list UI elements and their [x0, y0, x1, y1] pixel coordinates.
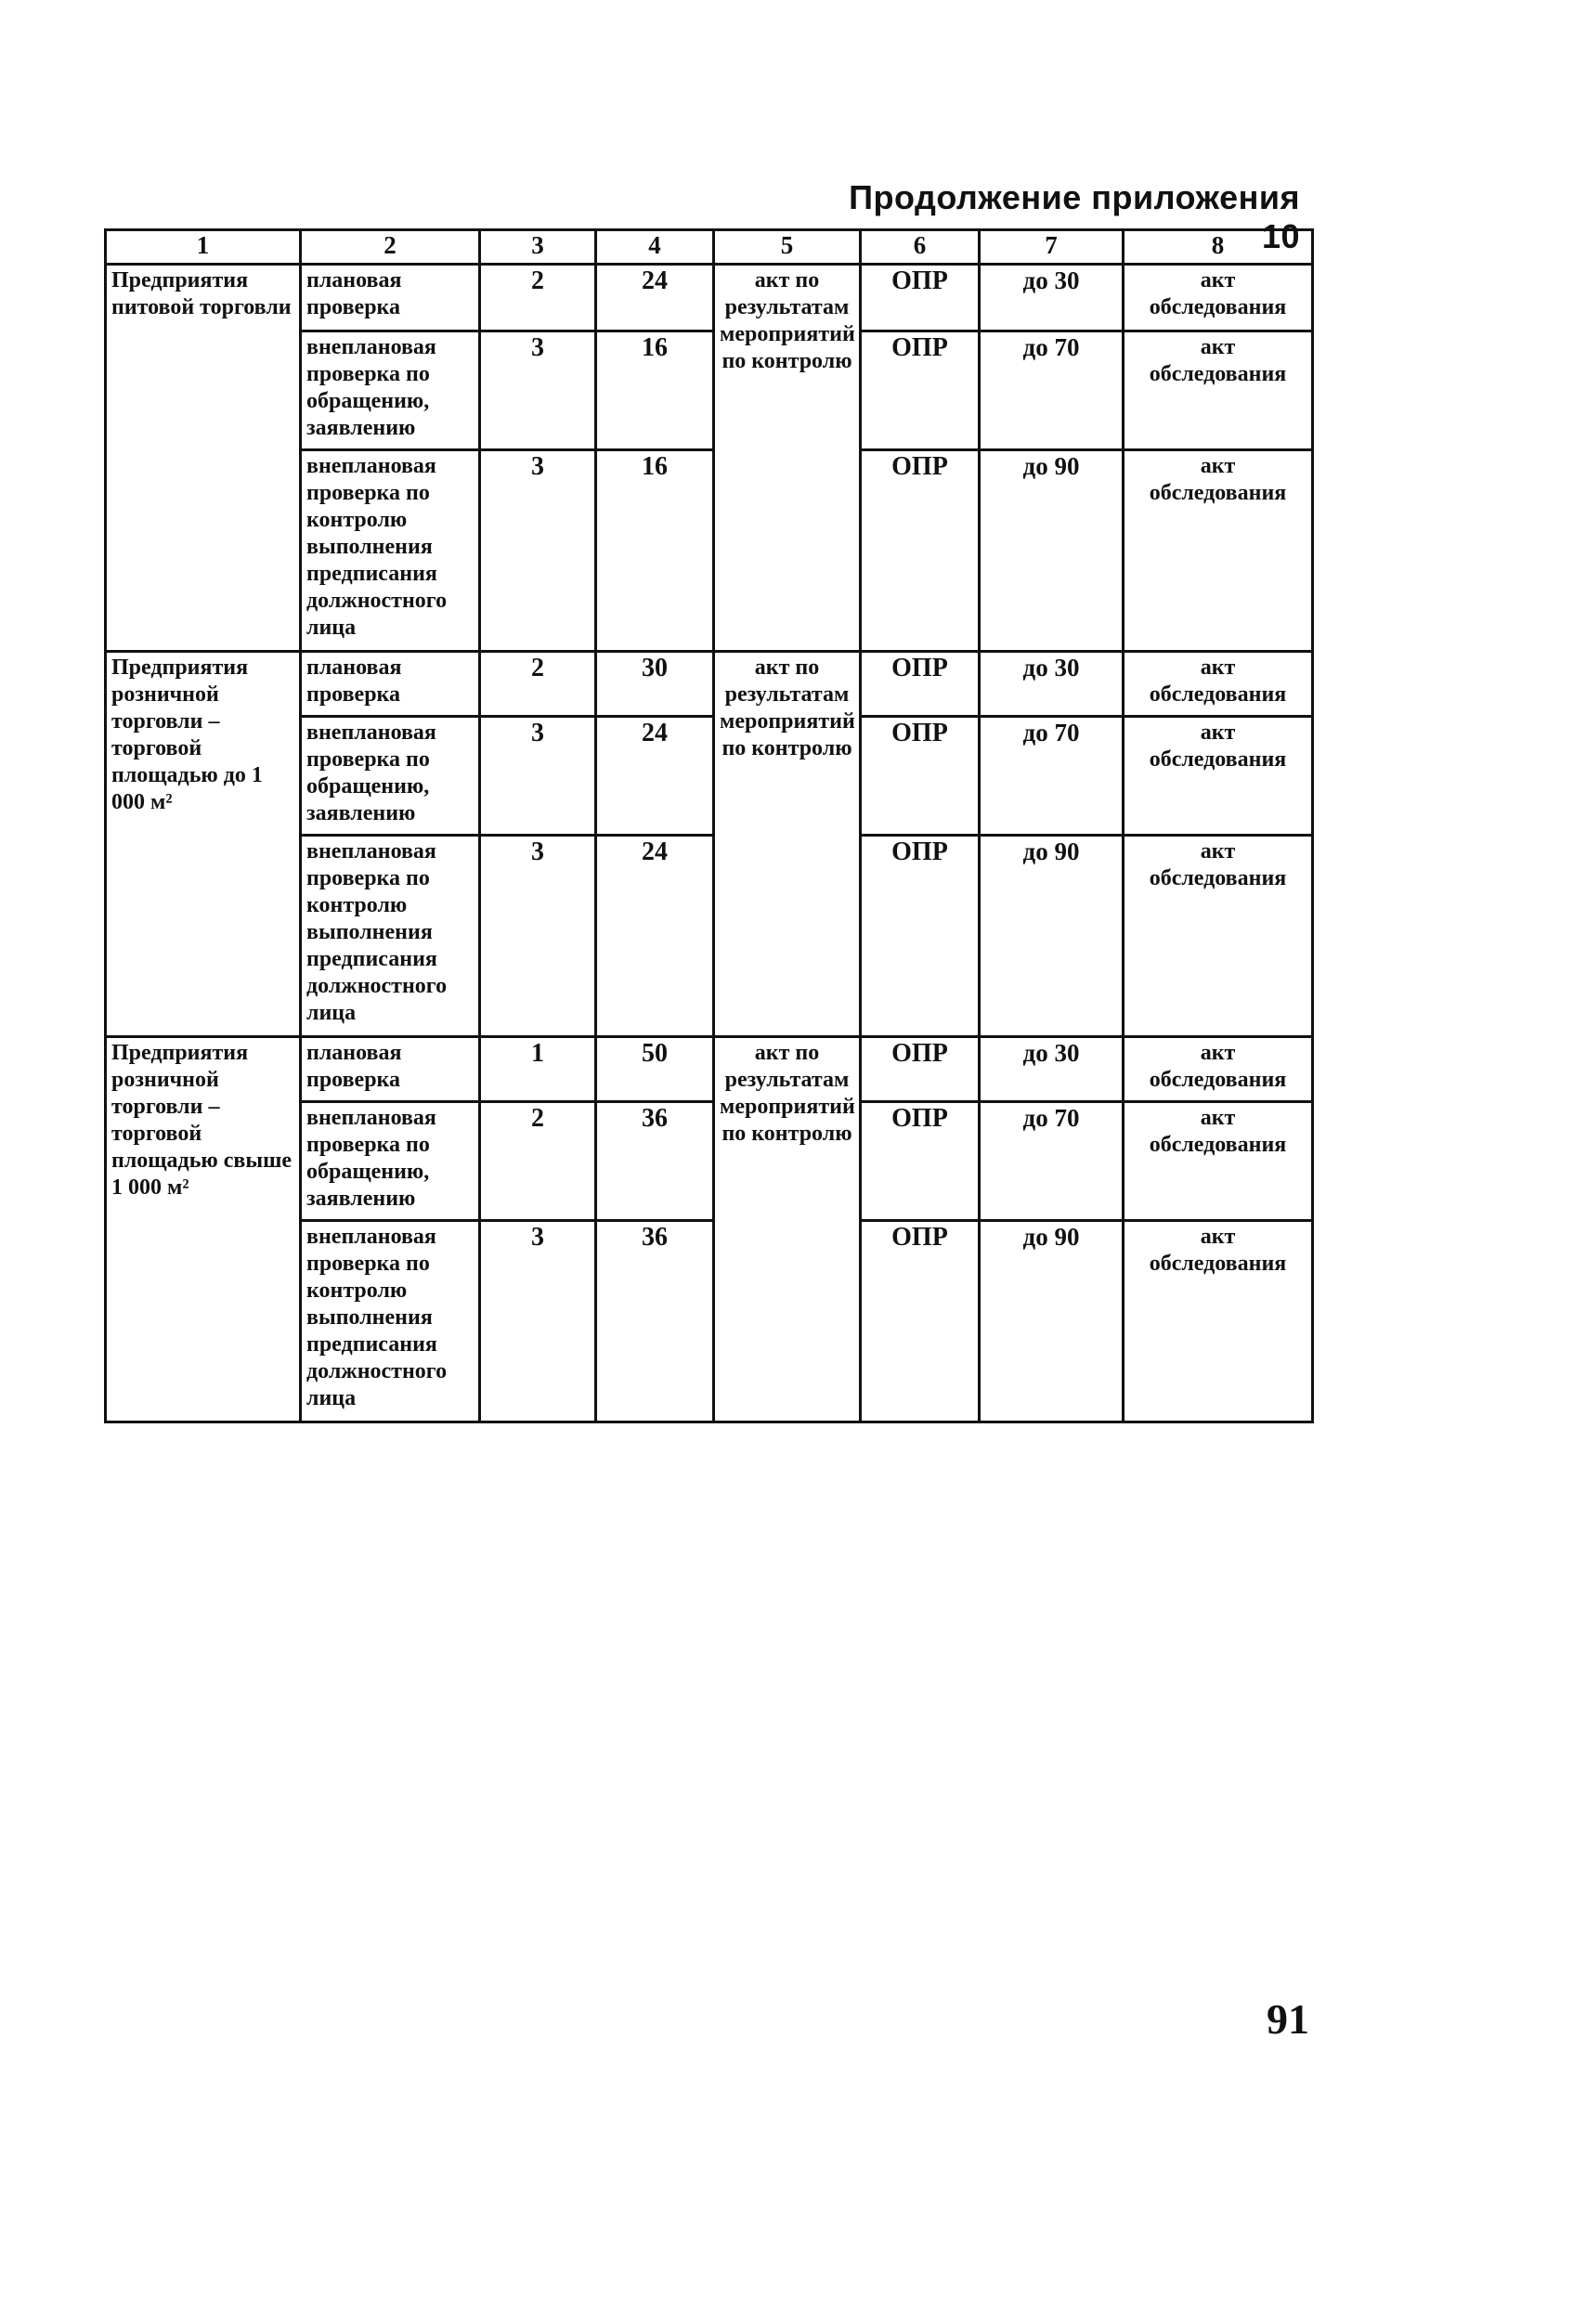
inspection-type-cell: внеплановая проверка по контролю выполнения предписания должностного лица [301, 836, 480, 1037]
value-cell: акт обследования [1124, 652, 1313, 717]
value-cell: ОПР [861, 836, 980, 1037]
value-cell: ОПР [861, 265, 980, 331]
table-row [106, 265, 1313, 331]
column-number: 7 [980, 230, 1124, 265]
value-cell: 2 [480, 1102, 596, 1221]
column-number: 8 [1124, 230, 1313, 265]
value-cell: акт обследования [1124, 1102, 1313, 1221]
result-document-cell: акт по результатам мероприятий по контролю [714, 652, 861, 1037]
column-number: 2 [301, 230, 480, 265]
value-cell: акт обследования [1124, 836, 1313, 1037]
value-cell: до 70 [980, 1102, 1124, 1221]
value-cell: акт обследования [1124, 1037, 1313, 1102]
inspection-type-cell: внеплановая проверка по обращению, заявлению [301, 717, 480, 836]
table-continuation-heading: Продолжение приложения 10 [849, 178, 1300, 255]
value-cell: ОПР [861, 450, 980, 652]
inspection-type-cell: внеплановая проверка по обращению, заявлению [301, 1102, 480, 1221]
inspection-table [104, 228, 1314, 1423]
value-cell: акт обследования [1124, 331, 1313, 450]
value-cell: до 30 [980, 265, 1124, 331]
value-cell: до 90 [980, 836, 1124, 1037]
inspection-type-cell: внеплановая проверка по обращению, заявлению [301, 331, 480, 450]
column-number: 1 [106, 230, 301, 265]
value-cell: ОПР [861, 331, 980, 450]
value-cell: 24 [596, 265, 714, 331]
column-number: 3 [480, 230, 596, 265]
value-cell: ОПР [861, 1221, 980, 1422]
value-cell: до 70 [980, 717, 1124, 836]
value-cell: ОПР [861, 1102, 980, 1221]
value-cell: 3 [480, 717, 596, 836]
value-cell: до 90 [980, 1221, 1124, 1422]
value-cell: акт обследования [1124, 450, 1313, 652]
value-cell: 36 [596, 1102, 714, 1221]
column-number: 4 [596, 230, 714, 265]
enterprise-cell: Предприятия питовой торговли [106, 265, 301, 652]
value-cell: 3 [480, 836, 596, 1037]
value-cell: ОПР [861, 652, 980, 717]
value-cell: 3 [480, 450, 596, 652]
value-cell: 36 [596, 1221, 714, 1422]
inspection-type-cell: плановая проверка [301, 1037, 480, 1102]
value-cell: ОПР [861, 717, 980, 836]
inspection-type-cell: плановая проверка [301, 652, 480, 717]
value-cell: до 70 [980, 331, 1124, 450]
inspection-type-cell: внеплановая проверка по контролю выполнения предписания должностного лица [301, 450, 480, 652]
value-cell: ОПР [861, 1037, 980, 1102]
value-cell: до 30 [980, 1037, 1124, 1102]
result-document-cell: акт по результатам мероприятий по контролю [714, 1037, 861, 1422]
inspection-type-cell: плановая проверка [301, 265, 480, 331]
value-cell: 3 [480, 331, 596, 450]
value-cell: до 90 [980, 450, 1124, 652]
value-cell: 3 [480, 1221, 596, 1422]
page-number: 91 [1267, 1995, 1309, 2043]
value-cell: 24 [596, 836, 714, 1037]
value-cell: 16 [596, 450, 714, 652]
result-document-cell: акт по результатам мероприятий по контролю [714, 265, 861, 652]
value-cell: до 30 [980, 652, 1124, 717]
table-row [106, 1037, 1313, 1102]
column-number-row [106, 230, 1313, 265]
value-cell: 2 [480, 652, 596, 717]
value-cell: 16 [596, 331, 714, 450]
value-cell: акт обследования [1124, 717, 1313, 836]
value-cell: акт обследования [1124, 1221, 1313, 1422]
value-cell: 1 [480, 1037, 596, 1102]
column-number: 6 [861, 230, 980, 265]
enterprise-cell: Предприятия розничной торговли – торговой площадью свыше 1 000 м² [106, 1037, 301, 1422]
column-number: 5 [714, 230, 861, 265]
enterprise-cell: Предприятия розничной торговли – торговой площадью до 1 000 м² [106, 652, 301, 1037]
inspection-type-cell: внеплановая проверка по контролю выполнения предписания должностного лица [301, 1221, 480, 1422]
table-row [106, 652, 1313, 717]
value-cell: 24 [596, 717, 714, 836]
value-cell: 2 [480, 265, 596, 331]
value-cell: акт обследования [1124, 265, 1313, 331]
value-cell: 30 [596, 652, 714, 717]
value-cell: 50 [596, 1037, 714, 1102]
